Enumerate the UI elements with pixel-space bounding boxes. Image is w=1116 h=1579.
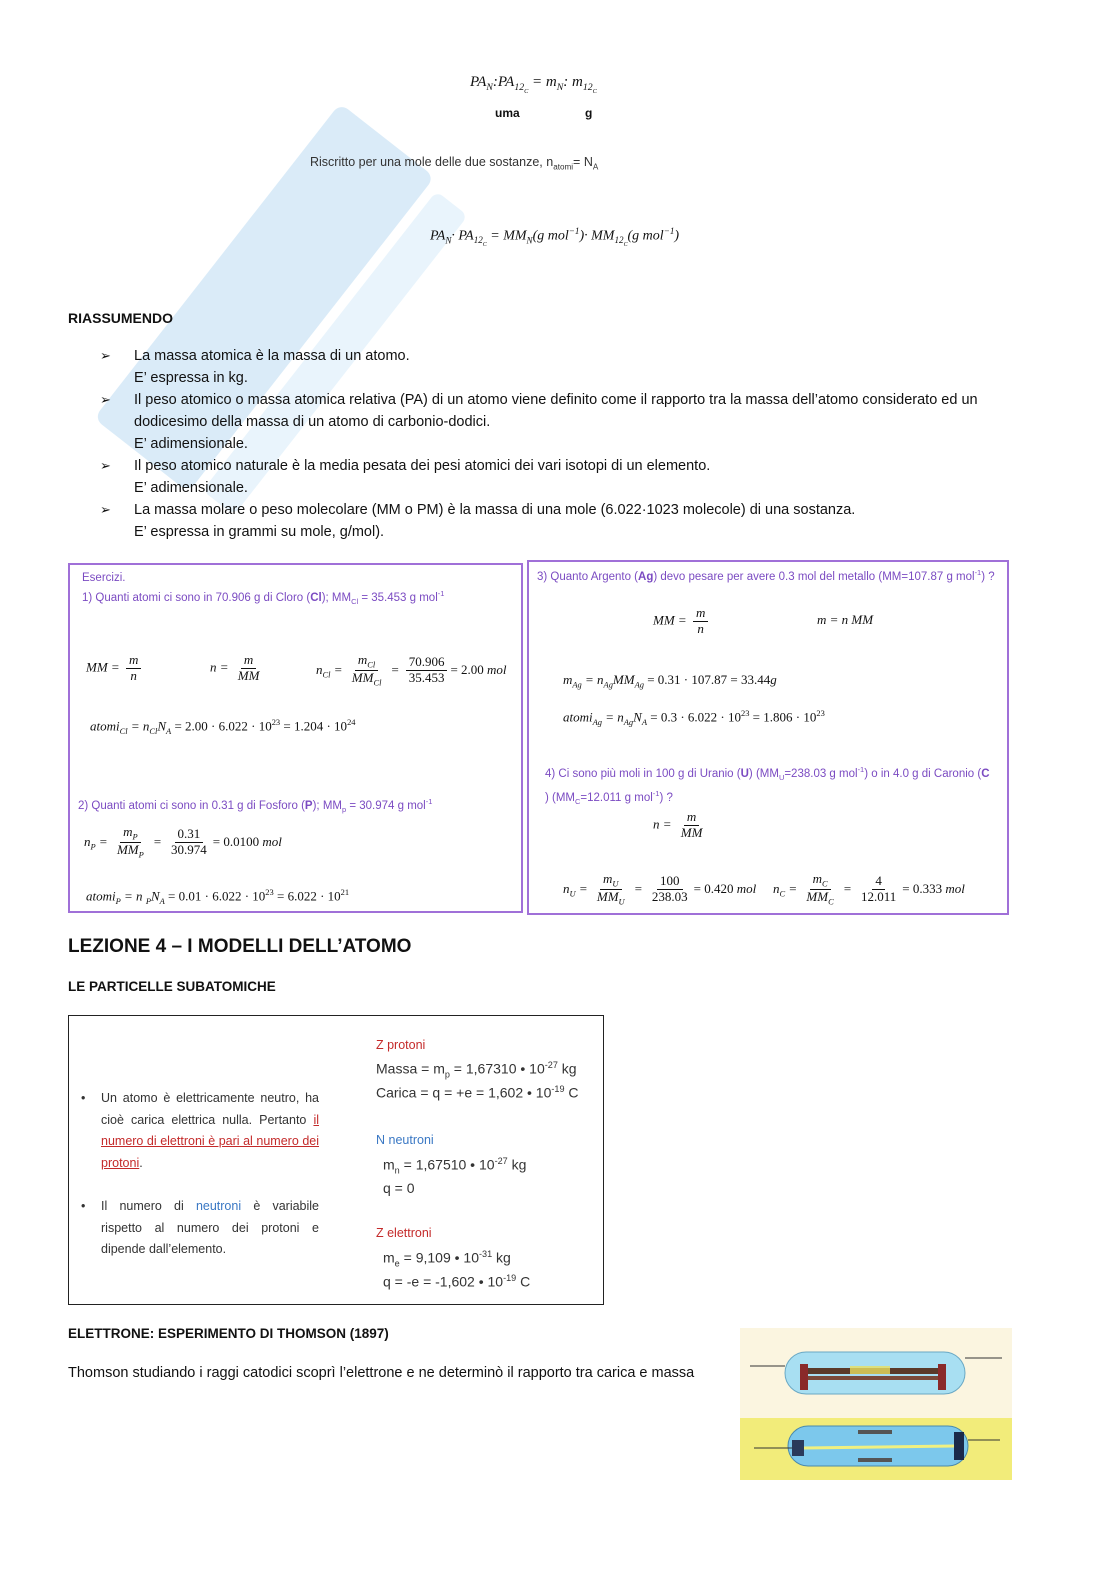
formula-pa-ratio: $PA_N:PA_{12_C} = m_N$: $m_{12_C}$ (470, 74, 597, 95)
exercise-box-left (68, 563, 523, 913)
lesson-subtitle: LE PARTICELLE SUBATOMICHE (68, 979, 276, 994)
summary-list (68, 345, 1068, 543)
unit-label-g: g (585, 106, 593, 120)
list-item: ➢ Il peso atomico naturale è la media pesata dei pesi atomici dei vari isotopi di un elemento. E’ adimensionale. (68, 455, 1068, 499)
arrow-bullet-icon: ➢ (100, 348, 111, 363)
list-item: ➢ Il peso atomico o massa atomica relativa (PA) di un atomo viene definito come il rapporto tra la massa dell’atomo considerato ed un dodicesimo della massa di un atomo di carbonio-dodici. E’ adimensionale. (68, 389, 1068, 455)
unit-label-uma: uma (495, 106, 520, 120)
formula-n-cl: $n_{Cl}$ = $\frac{m_{Cl}}{MM_{Cl}}$ = $\frac{70.906}{35.453}$ = 2.00 mol (316, 652, 507, 688)
formula-molar-mass: $PA_N\cdot PA_{12_C} = MM_N(g$ $mol^{-1})\cdot MM_{12_C}(g$ mol$^{-1}$) (430, 226, 680, 249)
lesson-title: LEZIONE 4 – I MODELLI DELL’ATOMO (68, 936, 412, 957)
list-item: ➢ La massa atomica è la massa di un atomo. E’ espressa in kg. (68, 345, 1068, 389)
electrons-mass: $m_e = 9,109$ • $10^{-31}$ kg (383, 1249, 511, 1269)
electrons-charge: q = -e = -1,602 • $10^{-19}$ C (383, 1273, 531, 1290)
arrow-bullet-icon: ➢ (100, 392, 111, 407)
formula-n-p: $n_P$ = $\frac{m_P}{MM_P}$ = $\frac{0.31}{30.974}$ = 0.0100 mol (84, 824, 282, 860)
exercise-box-right (527, 560, 1009, 915)
thomson-text: Thomson studiando i raggi catodici scoprì l’elettrone e ne determinò il rapporto tra carica e massa (68, 1365, 695, 1381)
formula-atomi-ag: atomi$_{Ag}$ = $n_{Ag}N_A = 0.3 \cdot 6.022 \cdot 10^{23} = 1.806 \cdot 10^{23}$ (563, 708, 825, 727)
thomson-heading: ELETTRONE: ESPERIMENTO DI THOMSON (1897) (68, 1326, 389, 1341)
formula-m: m = n MM (817, 612, 874, 627)
arrow-bullet-icon: ➢ (100, 502, 111, 517)
formula-atomi-p: atomi$_P$ = n $_PN_A = 0.01 \cdot 6.022 \cdot 10^{23} = 6.022 \cdot 10^{21}$ (86, 887, 350, 906)
formula-m-ag: $m_{Ag} = n_{Ag}MM_{Ag} = 0.31 \cdot 107.87 = 33.44g$ (563, 672, 777, 690)
formula-n-u: $n_U$ = $\frac{m_U}{MM_U}$ = $\frac{100}{238.03}$ = 0.420 mol (563, 871, 757, 907)
protons-charge: Carica = q = +e = 1,602 • $10^{-19}$ C (376, 1084, 579, 1101)
exercise-1-text: 1) Quanti atomi ci sono in 70.906 g di Cloro (Cl); $MM_{Cl} = 35.453$ g mol$^{-1}$ (82, 589, 445, 607)
protons-mass: Massa = $m_p = 1,67310$ • $10^{-27}$ kg (376, 1060, 577, 1080)
exercises-title: Esercizi. (82, 572, 126, 584)
neutrons-charge: q = 0 (383, 1180, 415, 1196)
electrons-label: Z elettroni (376, 1226, 432, 1240)
list-item: ➢ La massa molare o peso molecolare (MM o PM) è la massa di una mole (6.022·1023 molecole) di una sostanza. E’ espressa in grammi su mole, g/mol). (68, 499, 1068, 543)
formula-n-3: n = $\frac{m}{MM}$ (653, 809, 703, 840)
exercise-3-text: 3) Quanto Argento (Ag) devo pesare per avere 0.3 mol del metallo (MM=107.87 g mol$^{-1}$) ? (537, 568, 995, 583)
neutrons-label: N neutroni (376, 1133, 434, 1147)
neutrons-mass: $m_n = 1,67510$ • $10^{-27}$ kg (383, 1156, 527, 1176)
cathode-ray-tube-illustration (740, 1328, 1012, 1480)
bullet-neutral-atom: • Un atomo è elettricamente neutro, ha cioè carica elettrica nulla. Pertanto il numero di elettroni è pari al numero dei protoni. (81, 1091, 319, 1170)
arrow-bullet-icon: ➢ (100, 458, 111, 473)
formula-mm-2: MM = $\frac{m}{n}$ (653, 606, 711, 637)
formula-mm: MM = $\frac{m}{n}$ (86, 653, 144, 684)
formula-note: Riscritto per una mole delle due sostanze, $n_{atomi}= N_A$ (310, 155, 599, 172)
summary-heading: RIASSUMENDO (68, 310, 174, 326)
bullet-neutrons: • Il numero di neutroni è variabile rispetto al numero dei protoni e dipende dall’elemento. (81, 1199, 320, 1256)
exercise-4-text: 4) Ci sono più moli in 100 g di Uranio (U) ($MM_U=238.03$ g mol$^{-1}$) o in 4.0 g di Caronio (C ) ($MM_C=12.011$ g mol$^{-1}$) ? (545, 765, 990, 807)
formula-n-c: $n_C$ = $\frac{m_C}{MM_C}$ = $\frac{4}{12.011}$ = 0.333 mol (773, 871, 965, 907)
formula-n: n = $\frac{m}{MM}$ (210, 652, 260, 683)
formula-atomi-cl: atomi$_{Cl}$ = $n_{Cl}N_A = 2.00 \cdot 6.022 \cdot 10^{23} = 1.204 \cdot 10^{24}$ (90, 717, 356, 736)
protons-label: Z protoni (376, 1038, 426, 1052)
exercise-2-text: 2) Quanti atomi ci sono in 0.31 g di Fosforo (P); $MM_p = 30.974$ g mol$^{-1}$ (78, 797, 433, 815)
subatomic-particles-box (68, 1015, 604, 1305)
